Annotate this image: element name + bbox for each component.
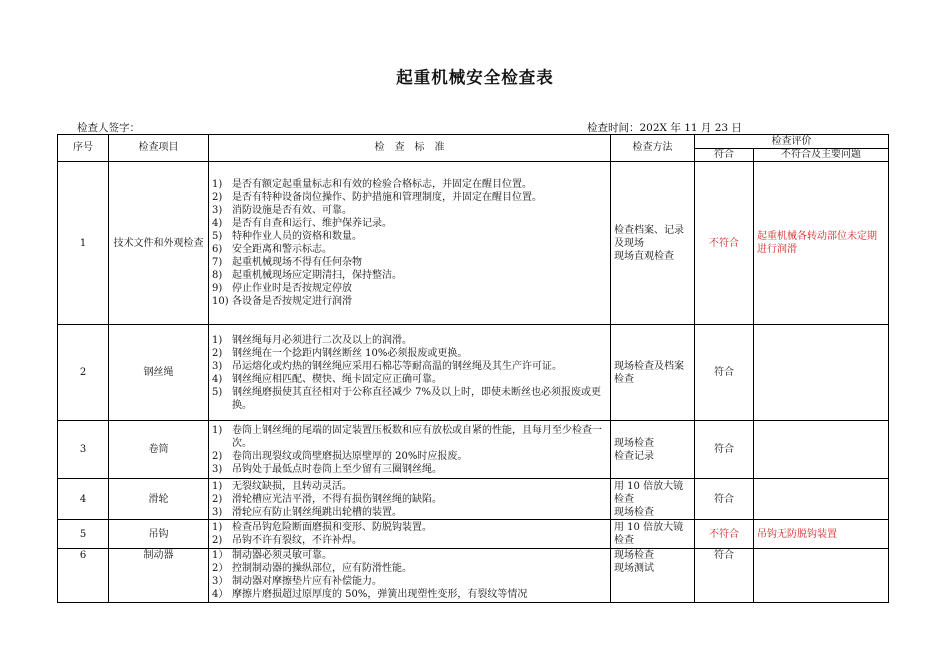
method-line: 现场检查及档案检查	[614, 360, 684, 385]
header-evaluation: 检查评价	[695, 135, 889, 149]
inspection-standards	[209, 549, 611, 603]
page-title: 起重机械安全检查表	[396, 68, 554, 87]
conform-status: 不符合	[695, 520, 754, 549]
standard-text: 钢丝绳在一个捻距内钢丝断丝 10%必须报废或更换。	[232, 347, 468, 359]
conform-status: 符合	[695, 421, 754, 479]
standard-text: 消防设施是否有效、可靠。	[232, 205, 352, 216]
standard-text: 是否有额定起重量标志和有效的检验合格标志，并固定在醒目位置。	[232, 179, 532, 190]
header-row	[58, 135, 889, 149]
conform-status: 符合	[695, 325, 754, 421]
inspection-method	[611, 479, 695, 520]
standard-number: 3)	[212, 463, 223, 475]
standard-text: 制动器对摩擦垫片应有补偿能力。	[232, 576, 382, 587]
standard-number: 4）	[212, 589, 229, 600]
method-line: 检查档案、记录及现场	[614, 224, 684, 249]
standard-text: 控制制动器的操纵部位，应有防滑性能。	[232, 563, 412, 574]
standard-number: 7)	[212, 257, 223, 268]
standard-number: 5)	[212, 231, 223, 242]
standard-number: 2)	[212, 192, 223, 203]
standards-list	[212, 334, 607, 412]
standard-item	[212, 450, 607, 463]
standard-item	[212, 373, 607, 386]
table-row	[58, 549, 889, 603]
standard-text: 起重机械现场不得有任何杂物	[232, 257, 362, 268]
standard-text: 检查吊钩危险断面磨损和变形、防脱钩装置。	[232, 522, 432, 533]
inspection-item: 钢丝绳	[109, 325, 209, 421]
inspector-signature-label: 检查人签字：	[77, 122, 140, 134]
inspection-item: 卷筒	[109, 421, 209, 479]
standard-text: 无裂纹缺损，且转动灵活。	[232, 480, 352, 492]
standard-item	[212, 360, 607, 373]
standard-text: 滑轮应有防止钢丝绳跳出轮槽的装置。	[232, 506, 402, 518]
standard-text: 安全距离和警示标志。	[232, 244, 332, 255]
row-number: 2	[58, 325, 109, 421]
header-conform: 符合	[695, 149, 754, 162]
inspection-standards	[209, 421, 611, 479]
standard-text: 起重机械现场应定期清扫，保持整洁。	[232, 270, 402, 281]
table-row	[58, 520, 889, 549]
standard-item	[212, 463, 607, 476]
inspection-standards	[209, 479, 611, 520]
method-line: 现场检查	[614, 437, 654, 449]
header-method: 检查方法	[611, 135, 695, 162]
standard-number: 4)	[212, 218, 223, 229]
standards-list	[212, 549, 607, 601]
standard-number: 1）	[212, 550, 229, 561]
standard-number: 2)	[212, 347, 223, 359]
conform-status: 符合	[695, 479, 754, 520]
inspection-method	[611, 520, 695, 549]
standard-number: 1)	[212, 334, 223, 346]
method-line: 检查记录	[614, 450, 654, 462]
nonconformity-issue	[754, 479, 889, 520]
standard-item	[212, 493, 607, 506]
standard-number: 1)	[212, 522, 223, 533]
standard-text: 吊钩处于最低点时卷筒上至少留有三圈钢丝绳。	[232, 463, 442, 475]
inspection-item: 吊钩	[109, 520, 209, 549]
standard-text: 摩擦片磨损超过原厚度的 50%，弹簧出现塑性变形，有裂纹等情况	[232, 589, 528, 600]
inspection-item: 滑轮	[109, 479, 209, 520]
standard-number: 9)	[212, 283, 223, 294]
standard-number: 2）	[212, 563, 229, 574]
standard-item	[212, 178, 607, 191]
inspection-item: 制动器	[109, 549, 209, 603]
standard-item	[212, 243, 607, 256]
standard-item	[212, 347, 607, 360]
nonconformity-issue	[754, 421, 889, 479]
standard-text: 卷筒出现裂纹或筒壁磨损达原壁厚的 20%时应报废。	[232, 450, 468, 462]
inspection-standards	[209, 520, 611, 549]
standard-number: 3)	[212, 205, 223, 216]
standard-number: 3)	[212, 506, 223, 518]
inspection-item: 技术文件和外观检查	[109, 162, 209, 325]
inspection-standards	[209, 325, 611, 421]
standard-item	[212, 334, 607, 347]
standard-text: 滑轮槽应光洁平滑，不得有损伤钢丝绳的缺陷。	[232, 493, 442, 505]
standard-item	[212, 191, 607, 204]
standard-number: 2)	[212, 450, 223, 462]
header-item: 检查项目	[109, 135, 209, 162]
standard-text: 停止作业时是否按规定停放	[232, 283, 352, 294]
standard-item	[212, 521, 607, 534]
standard-item	[212, 269, 607, 282]
inspection-method	[611, 421, 695, 479]
standard-number: 1)	[212, 424, 223, 436]
standard-item	[212, 480, 607, 493]
standard-item	[212, 217, 607, 230]
standard-text: 是否有自查和运行、维护保养记录。	[232, 218, 392, 229]
standard-number: 6)	[212, 244, 223, 255]
method-line: 用 10 倍放大镜检查	[614, 480, 684, 505]
standards-list	[212, 424, 607, 476]
row-number: 6	[58, 549, 109, 603]
standard-item	[212, 575, 607, 588]
standard-number: 3)	[212, 360, 223, 372]
header-nonconform: 不符合及主要问题	[754, 149, 889, 162]
row-number: 4	[58, 479, 109, 520]
nonconformity-issue	[754, 325, 889, 421]
method-line: 现场检查	[614, 506, 654, 518]
inspection-method	[611, 549, 695, 603]
conform-status: 不符合	[695, 162, 754, 325]
method-line: 用 10 倍放大镜检查	[614, 522, 684, 546]
row-number: 1	[58, 162, 109, 325]
inspection-method	[611, 325, 695, 421]
table-row	[58, 162, 889, 325]
check-time: 检查时间：202X 年 11 月 23 日	[587, 122, 742, 134]
inspection-standards	[209, 162, 611, 325]
standard-item	[212, 256, 607, 269]
standard-text: 制动器必须灵敏可靠。	[232, 550, 332, 561]
nonconformity-issue: 起重机械各转动部位未定期进行润滑	[754, 162, 889, 325]
standard-number: 3）	[212, 576, 229, 587]
row-number: 5	[58, 520, 109, 549]
standard-number: 10)	[212, 296, 229, 307]
standard-text: 钢丝绳应相匹配、楔快、绳卡固定应正确可靠。	[232, 373, 442, 385]
standard-number: 2)	[212, 535, 223, 546]
standard-item	[212, 506, 607, 519]
standards-list	[212, 480, 607, 519]
header-no: 序号	[58, 135, 109, 162]
method-line: 现场测试	[614, 563, 654, 574]
standard-number: 2)	[212, 493, 223, 505]
standard-item	[212, 424, 607, 450]
standard-text: 钢丝绳磨损使其直径相对于公称直径减少 7%及以上时，即使未断丝也必须报废或更换。	[232, 386, 602, 411]
standard-item	[212, 562, 607, 575]
standard-item	[212, 295, 607, 308]
method-line: 现场直观检查	[614, 250, 674, 262]
standard-number: 4)	[212, 373, 223, 385]
standard-item	[212, 204, 607, 217]
standard-text: 是否有特种设备岗位操作、防护措施和管理制度，并固定在醒目位置。	[232, 192, 542, 203]
standard-text: 卷筒上钢丝绳的尾端的固定装置压板数和应有放松或自紧的性能，且每月至少检查一次。	[232, 424, 602, 449]
conform-status: 符合	[695, 549, 754, 603]
inspection-method	[611, 162, 695, 325]
table-row	[58, 325, 889, 421]
header-standard: 检 查 标 准	[209, 135, 611, 162]
standard-item	[212, 386, 607, 412]
nonconformity-issue	[754, 549, 889, 603]
standard-text: 吊钩不许有裂纹，不许补焊。	[232, 535, 362, 546]
standard-item	[212, 230, 607, 243]
standard-text: 钢丝绳每月必须进行二次及以上的润滑。	[232, 334, 412, 346]
table-row	[58, 479, 889, 520]
nonconformity-issue: 吊钩无防脱钩装置	[754, 520, 889, 549]
standard-item	[212, 588, 607, 601]
table-row	[58, 421, 889, 479]
standard-number: 1)	[212, 480, 223, 492]
standard-text: 特种作业人员的资格和数量。	[232, 231, 362, 242]
row-number: 3	[58, 421, 109, 479]
standard-item	[212, 549, 607, 562]
standard-number: 5)	[212, 386, 223, 398]
standard-text: 吊运熔化或灼热的钢丝绳应采用石棉芯等耐高温的钢丝绳及其生产许可证。	[232, 360, 562, 372]
standard-item	[212, 282, 607, 295]
standard-number: 8)	[212, 270, 223, 281]
standard-text: 各设备是否按规定进行润滑	[232, 296, 352, 307]
standards-list	[212, 178, 607, 308]
inspection-table	[57, 134, 889, 603]
standards-list	[212, 521, 607, 547]
standard-item	[212, 534, 607, 547]
standard-number: 1)	[212, 179, 223, 190]
method-line: 现场检查	[614, 550, 654, 561]
